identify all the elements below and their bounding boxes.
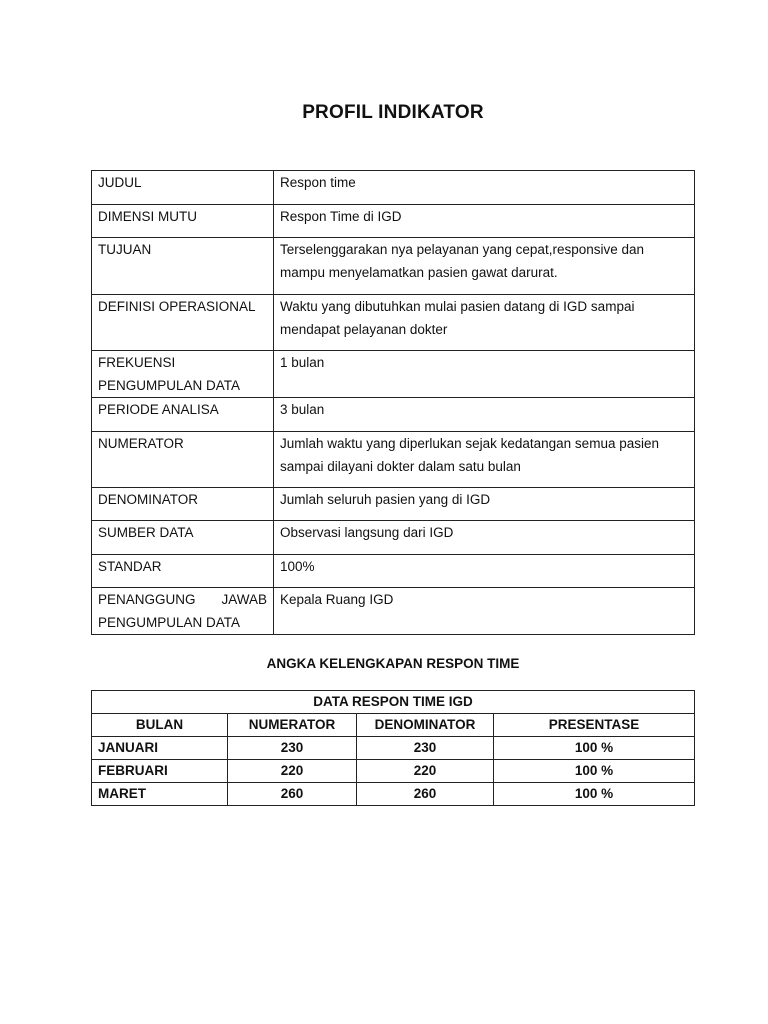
profile-key: FREKUENSI PENGUMPULAN DATA — [92, 351, 274, 398]
profile-value: Jumlah waktu yang diperlukan sejak kedatangan semua pasien sampai dilayani dokter dalam satu bulan — [274, 432, 695, 488]
column-header: NUMERATOR — [228, 714, 357, 737]
profile-value: Observasi langsung dari IGD — [274, 521, 695, 555]
profile-key: TUJUAN — [92, 238, 274, 295]
profile-key: JUDUL — [92, 171, 274, 205]
profile-value: 1 bulan — [274, 351, 695, 398]
value-cell: 220 — [228, 760, 357, 783]
profile-row — [92, 171, 695, 205]
value-cell: 100 % — [494, 737, 695, 760]
column-header: DENOMINATOR — [357, 714, 494, 737]
value-cell: 100 % — [494, 760, 695, 783]
value-cell: 230 — [228, 737, 357, 760]
table-row — [92, 783, 695, 806]
profile-value: Respon Time di IGD — [274, 205, 695, 238]
column-header: PRESENTASE — [494, 714, 695, 737]
profile-row — [92, 588, 695, 635]
profile-indicator-table — [91, 170, 695, 635]
column-header: BULAN — [92, 714, 228, 737]
profile-key: DIMENSI MUTU — [92, 205, 274, 238]
section-subtitle: ANGKA KELENGKAPAN RESPON TIME — [266, 656, 520, 671]
profile-key: SUMBER DATA — [92, 521, 274, 555]
profile-key: DENOMINATOR — [92, 488, 274, 521]
profile-row — [92, 555, 695, 588]
profile-row — [92, 295, 695, 351]
profile-row — [92, 398, 695, 432]
profile-key: PENANGGUNG JAWAB PENGUMPULAN DATA — [92, 588, 274, 635]
profile-key: STANDAR — [92, 555, 274, 588]
profile-value: 100% — [274, 555, 695, 588]
profile-key: NUMERATOR — [92, 432, 274, 488]
profile-value: Terselenggarakan nya pelayanan yang cepat,responsive dan mampu menyelamatkan pasien gawat darurat. — [274, 238, 695, 295]
value-cell: 260 — [357, 783, 494, 806]
value-cell: 260 — [228, 783, 357, 806]
data-table-caption: DATA RESPON TIME IGD — [92, 691, 695, 714]
profile-row — [92, 205, 695, 238]
value-cell: 220 — [357, 760, 494, 783]
value-cell: 100 % — [494, 783, 695, 806]
profile-row — [92, 238, 695, 295]
table-row — [92, 760, 695, 783]
profile-value: Jumlah seluruh pasien yang di IGD — [274, 488, 695, 521]
profile-value: Waktu yang dibutuhkan mulai pasien datang di IGD sampai mendapat pelayanan dokter — [274, 295, 695, 351]
profile-row — [92, 432, 695, 488]
profile-row — [92, 488, 695, 521]
page-title: PROFIL INDIKATOR — [302, 102, 484, 123]
month-cell: FEBRUARI — [92, 760, 228, 783]
month-cell: MARET — [92, 783, 228, 806]
profile-key: DEFINISI OPERASIONAL — [92, 295, 274, 351]
profile-value: Respon time — [274, 171, 695, 205]
value-cell: 230 — [357, 737, 494, 760]
profile-row — [92, 521, 695, 555]
month-cell: JANUARI — [92, 737, 228, 760]
response-time-data-table — [91, 690, 695, 806]
profile-value: Kepala Ruang IGD — [274, 588, 695, 635]
profile-row — [92, 351, 695, 398]
table-row — [92, 737, 695, 760]
profile-value: 3 bulan — [274, 398, 695, 432]
profile-key: PERIODE ANALISA — [92, 398, 274, 432]
